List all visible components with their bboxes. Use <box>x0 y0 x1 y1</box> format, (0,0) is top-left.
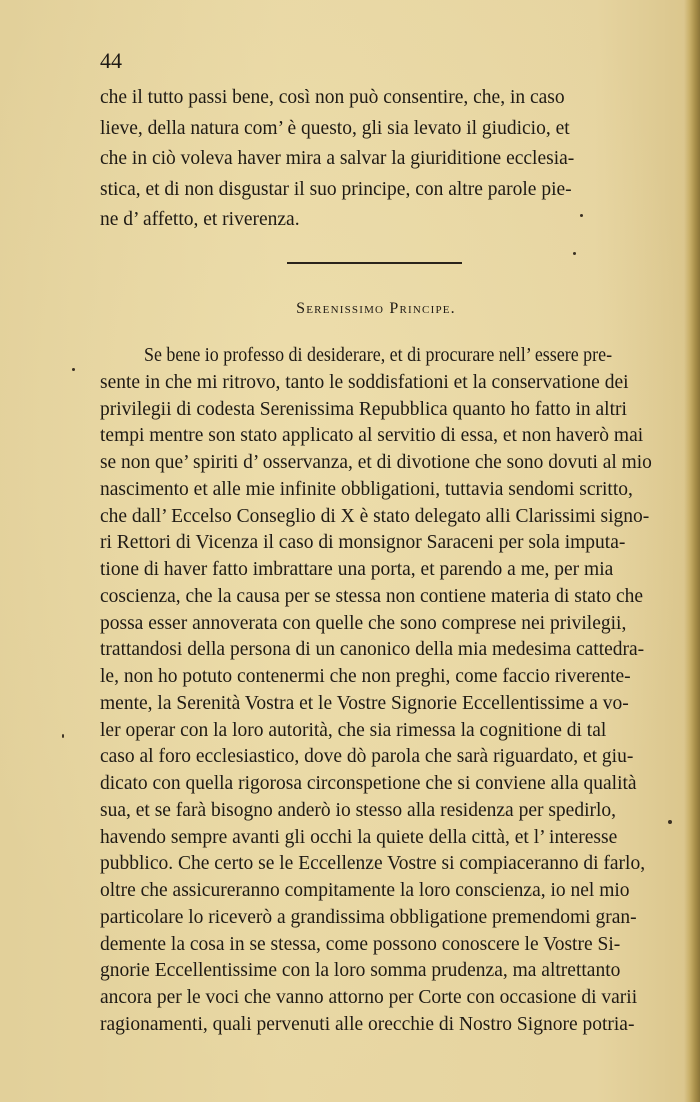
paragraph2-line: sua, et se farà bisogno anderò io stesso alla residenza per spedirlo, <box>100 799 617 821</box>
paragraph2-line: demente la cosa in se stessa, come possono conoscere le Vostre Si- <box>100 933 621 955</box>
paragraph2-line: dicato con quella rigorosa circonspetione che si conviene alla qualità <box>100 773 637 794</box>
paper-speck <box>580 214 583 217</box>
paragraph2-line: ancora per le voci che vanno attorno per Corte con occasione di varii <box>100 987 638 1008</box>
paragraph2-line: pubblico. Che certo se le Eccellenze Vostre si compiaceranno di farlo, <box>100 853 646 875</box>
paragraph2-line: coscienza, che la causa per se stessa non contiene materia di stato che <box>100 585 644 607</box>
paragraph2-line: le, non ho potuto contenermi che non preghi, come faccio riverente- <box>100 666 631 687</box>
paragraph2-line: particolare lo riceverò a grandissima obbligatione premendomi gran- <box>100 906 637 928</box>
paragraph2-line: Se bene io professo di desiderare, et di procurare nell’ essere pre- <box>144 345 613 366</box>
paragraph2-line: trattandosi della persona di un canonico della mia medesima cattedra- <box>100 639 645 661</box>
paper-speck <box>573 252 576 255</box>
page-spine-shadow <box>684 0 700 1102</box>
paragraph2-line: ragionamenti, quali pervenuti alle orecchie di Nostro Signore potria- <box>100 1013 635 1035</box>
paragraph2-line: privilegii di codesta Serenissima Repubblica quanto ho fatto in altri <box>100 398 627 420</box>
paragraph1-line: che in ciò voleva haver mira a salvar la giuriditione ecclesia- <box>100 148 575 169</box>
paragraph1-line: ne d’ affetto, et riverenza. <box>100 209 300 230</box>
paragraph1-line: lieve, della natura com’ è questo, gli sia levato il giudicio, et <box>100 117 570 139</box>
paragraph2-line: gnorie Eccellentissime con la loro somma prudenza, ma altrettanto <box>100 960 621 982</box>
paper-speck <box>668 820 672 824</box>
section-divider <box>287 262 462 264</box>
paper-speck <box>62 734 64 738</box>
paragraph2-line: oltre che assicureranno compitamente la loro conscienza, io nel mio <box>100 880 630 901</box>
paper-speck <box>72 368 75 371</box>
paragraph2-line: che dall’ Eccelso Conseglio di X è stato delegato alli Clarissimi signo- <box>100 505 650 527</box>
paragraph2-line: tione di haver fatto imbrattare una porta, et parendo a me, per mia <box>100 559 614 580</box>
paragraph2-line: ri Rettori di Vicenza il caso di monsignor Saraceni per sola imputa- <box>100 532 626 554</box>
letter-heading: Serenissimo Principe. <box>296 300 456 317</box>
paragraph2-line: ler operar con la loro autorità, che sia rimessa la cognitione di tal <box>100 719 607 741</box>
paragraph2-line: havendo sempre avanti gli occhi la quiete della città, et l’ interesse <box>100 826 618 848</box>
paragraph2-line: nascimento et alle mie infinite obbligationi, tuttavia sendomi scritto, <box>100 478 633 500</box>
paragraph1-line: che il tutto passi bene, così non può consentire, che, in caso <box>100 87 565 108</box>
page-number: 44 <box>100 48 122 73</box>
paragraph2-line: caso al foro ecclesiastico, dove dò parola che sarà riguardato, et giu- <box>100 746 634 768</box>
paragraph2-line: sente in che mi ritrovo, tanto le soddisfationi et la conservatione dei <box>100 371 629 393</box>
paragraph2-line: tempi mentre son stato applicato al servitio di essa, et non haverò mai <box>100 425 644 447</box>
paragraph2-line: mente, la Serenità Vostra et le Vostre Signorie Eccellentissime a vo- <box>100 692 629 714</box>
paragraph2-line: possa esser annoverata con quelle che sono comprese nei privilegii, <box>100 612 627 634</box>
paragraph1-line: stica, et di non disgustar il suo principe, con altre parole pie- <box>100 178 572 200</box>
paragraph2-line: se non que’ spiriti d’ osservanza, et di divotione che sono dovuti al mio <box>100 452 652 473</box>
